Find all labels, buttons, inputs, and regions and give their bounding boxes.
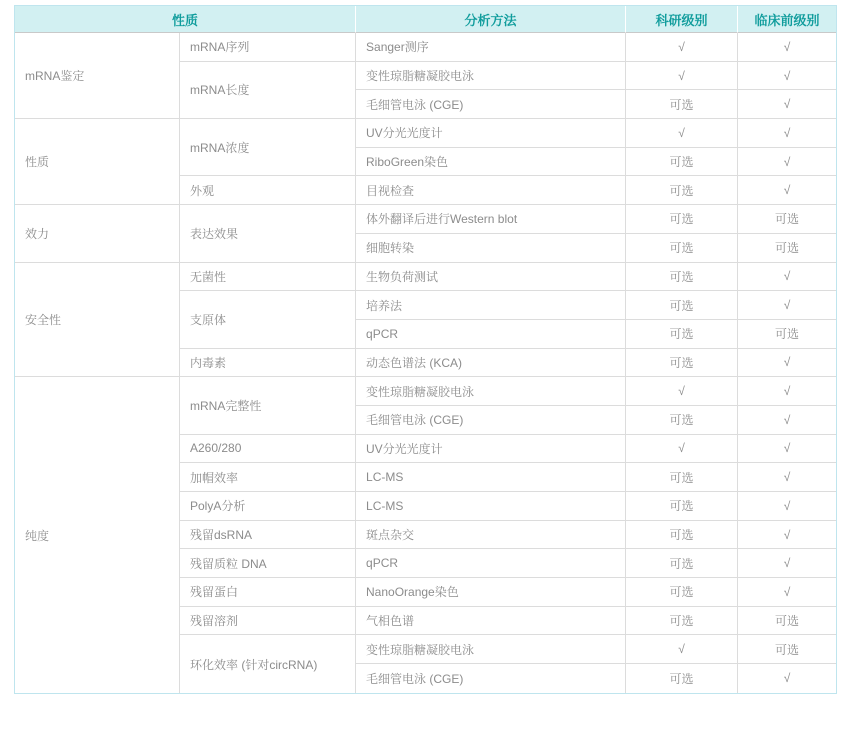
analysis-method-cell: LC-MS — [356, 492, 626, 521]
preclinical-grade-cell: √ — [738, 90, 836, 119]
research-grade-cell: 可选 — [626, 463, 738, 492]
analysis-method-cell: LC-MS — [356, 463, 626, 492]
analysis-method-cell: qPCR — [356, 320, 626, 349]
analysis-method-cell: 毛细管电泳 (CGE) — [356, 406, 626, 435]
preclinical-grade-cell: √ — [738, 62, 836, 91]
preclinical-grade-cell: √ — [738, 492, 836, 521]
property-sub-cell: 残留溶剂 — [180, 607, 356, 636]
analysis-method-cell: NanoOrange染色 — [356, 578, 626, 607]
preclinical-grade-cell: √ — [738, 176, 836, 205]
property-sub-cell: mRNA完整性 — [180, 377, 356, 434]
analysis-method-cell: UV分光光度计 — [356, 435, 626, 464]
preclinical-grade-cell: √ — [738, 549, 836, 578]
analysis-method-cell: qPCR — [356, 549, 626, 578]
research-grade-cell: 可选 — [626, 406, 738, 435]
analysis-method-cell: 细胞转染 — [356, 234, 626, 263]
property-sub-cell: 残留蛋白 — [180, 578, 356, 607]
property-group-cell: 效力 — [15, 205, 180, 262]
preclinical-grade-cell: √ — [738, 33, 836, 62]
property-sub-cell: mRNA序列 — [180, 33, 356, 62]
research-grade-cell: 可选 — [626, 521, 738, 550]
analysis-method-cell: 动态色谱法 (KCA) — [356, 349, 626, 378]
research-grade-cell: √ — [626, 635, 738, 664]
property-sub-cell: PolyA分析 — [180, 492, 356, 521]
research-grade-cell: √ — [626, 377, 738, 406]
analysis-method-cell: 变性琼脂糖凝胶电泳 — [356, 635, 626, 664]
research-grade-cell: 可选 — [626, 291, 738, 320]
mrna-qc-table — [14, 5, 837, 694]
analysis-method-cell: RiboGreen染色 — [356, 148, 626, 177]
property-sub-cell: 残留dsRNA — [180, 521, 356, 550]
analysis-method-cell: 斑点杂交 — [356, 521, 626, 550]
research-grade-cell: √ — [626, 33, 738, 62]
research-grade-cell: 可选 — [626, 607, 738, 636]
preclinical-grade-cell: 可选 — [738, 320, 836, 349]
research-grade-cell: 可选 — [626, 549, 738, 578]
preclinical-grade-cell: √ — [738, 435, 836, 464]
preclinical-grade-cell: √ — [738, 406, 836, 435]
preclinical-grade-cell: √ — [738, 664, 836, 693]
property-sub-cell: 无菌性 — [180, 263, 356, 292]
property-sub-cell: 残留质粒 DNA — [180, 549, 356, 578]
table-row — [15, 119, 836, 148]
preclinical-grade-cell: 可选 — [738, 635, 836, 664]
research-grade-cell: √ — [626, 435, 738, 464]
preclinical-grade-cell: 可选 — [738, 234, 836, 263]
research-grade-cell: √ — [626, 119, 738, 148]
preclinical-grade-cell: √ — [738, 578, 836, 607]
property-sub-cell: 环化效率 (针对circRNA) — [180, 635, 356, 692]
table-row — [15, 205, 836, 234]
table-row — [15, 33, 836, 62]
preclinical-grade-cell: √ — [738, 263, 836, 292]
analysis-method-cell: 毛细管电泳 (CGE) — [356, 90, 626, 119]
analysis-method-cell: 毛细管电泳 (CGE) — [356, 664, 626, 693]
header-preclinical-grade: 临床前级别 — [738, 6, 836, 33]
table-row — [15, 377, 836, 406]
property-group-cell: 安全性 — [15, 263, 180, 378]
analysis-method-cell: 目视检查 — [356, 176, 626, 205]
analysis-method-cell: 生物负荷测试 — [356, 263, 626, 292]
research-grade-cell: 可选 — [626, 90, 738, 119]
research-grade-cell: 可选 — [626, 205, 738, 234]
research-grade-cell: 可选 — [626, 578, 738, 607]
property-group-cell: mRNA鉴定 — [15, 33, 180, 119]
property-sub-cell: 外观 — [180, 176, 356, 205]
preclinical-grade-cell: √ — [738, 463, 836, 492]
property-sub-cell: mRNA长度 — [180, 62, 356, 119]
preclinical-grade-cell: 可选 — [738, 205, 836, 234]
preclinical-grade-cell: √ — [738, 349, 836, 378]
preclinical-grade-cell: √ — [738, 291, 836, 320]
preclinical-grade-cell: √ — [738, 377, 836, 406]
preclinical-grade-cell: 可选 — [738, 607, 836, 636]
research-grade-cell: 可选 — [626, 664, 738, 693]
analysis-method-cell: 气相色谱 — [356, 607, 626, 636]
preclinical-grade-cell: √ — [738, 521, 836, 550]
property-sub-cell: mRNA浓度 — [180, 119, 356, 176]
header-research-grade: 科研级别 — [626, 6, 738, 33]
analysis-method-cell: UV分光光度计 — [356, 119, 626, 148]
analysis-method-cell: 体外翻译后进行Western blot — [356, 205, 626, 234]
research-grade-cell: 可选 — [626, 148, 738, 177]
property-sub-cell: 表达效果 — [180, 205, 356, 262]
property-sub-cell: A260/280 — [180, 435, 356, 464]
analysis-method-cell: 变性琼脂糖凝胶电泳 — [356, 62, 626, 91]
research-grade-cell: √ — [626, 62, 738, 91]
analysis-method-cell: Sanger测序 — [356, 33, 626, 62]
property-sub-cell: 加帽效率 — [180, 463, 356, 492]
analysis-method-cell: 培养法 — [356, 291, 626, 320]
property-sub-cell: 支原体 — [180, 291, 356, 348]
preclinical-grade-cell: √ — [738, 119, 836, 148]
property-sub-cell: 内毒素 — [180, 349, 356, 378]
research-grade-cell: 可选 — [626, 234, 738, 263]
header-method: 分析方法 — [356, 6, 626, 33]
research-grade-cell: 可选 — [626, 349, 738, 378]
research-grade-cell: 可选 — [626, 176, 738, 205]
preclinical-grade-cell: √ — [738, 148, 836, 177]
table-body — [15, 33, 836, 693]
research-grade-cell: 可选 — [626, 263, 738, 292]
property-group-cell: 纯度 — [15, 377, 180, 693]
research-grade-cell: 可选 — [626, 492, 738, 521]
research-grade-cell: 可选 — [626, 320, 738, 349]
analysis-method-cell: 变性琼脂糖凝胶电泳 — [356, 377, 626, 406]
property-group-cell: 性质 — [15, 119, 180, 205]
table-row — [15, 263, 836, 292]
header-property: 性质 — [15, 6, 356, 33]
header-row — [15, 6, 836, 33]
